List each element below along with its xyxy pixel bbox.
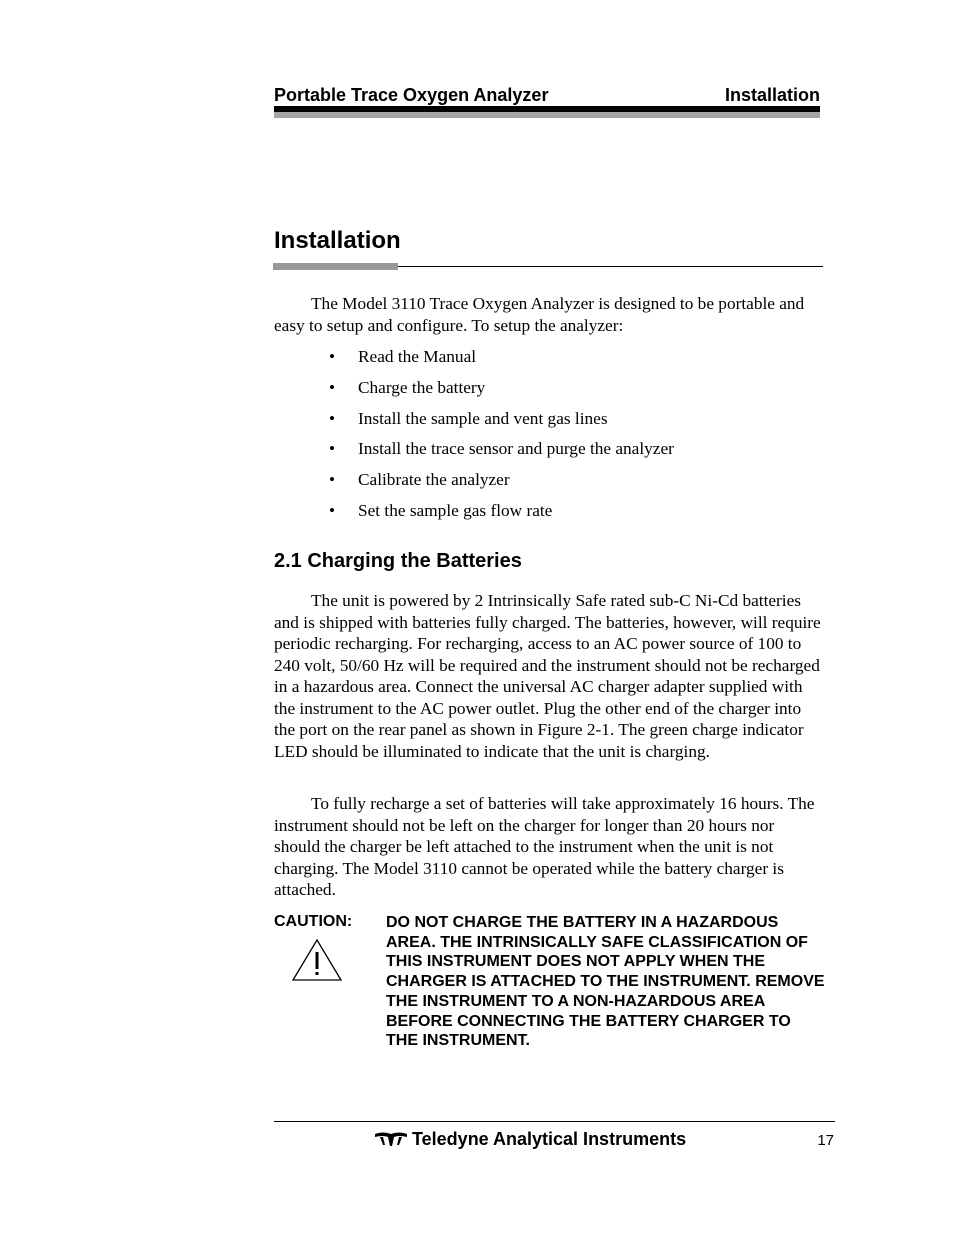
teledyne-logo-icon: [374, 1131, 408, 1147]
footer-rule: [274, 1121, 835, 1122]
intro-paragraph: [274, 293, 822, 336]
charging-paragraph-1: [274, 590, 822, 762]
bullet-icon: •: [329, 470, 336, 490]
list-item: [274, 346, 822, 377]
document-title: Portable Trace Oxygen Analyzer: [274, 85, 549, 105]
bullet-icon: •: [329, 377, 336, 397]
list-item: [274, 500, 822, 531]
setup-steps-list: [274, 346, 822, 531]
list-item: [274, 438, 822, 469]
list-item: [274, 408, 822, 439]
charging-text-2: To fully recharge a set of batteries will take approximately 16 hours. The instrument should not be left on the charger for longer than 20 hours nor should the charger be left attached to the instrument when the unit is not charging. The Model 3110 cannot be operated while the battery charger is attached.: [274, 794, 815, 899]
header-section-name: Installation: [724, 85, 820, 105]
list-item-text: Charge the battery: [358, 377, 486, 397]
footer-company-name: Teledyne Analytical Instruments: [412, 1129, 687, 1149]
intro-text: The Model 3110 Trace Oxygen Analyzer is designed to be portable and easy to setup and configure. To setup the analyzer:: [274, 294, 805, 335]
charging-text-1: The unit is powered by 2 Intrinsically Safe rated sub-C Ni-Cd batteries and is shipped with batteries fully charged. The batteries, however, will require periodic recharging. For recharging, access to an AC power source of 100 to 240 volt, 50/60 Hz will be required and the instrument should not be recharged in a hazardous area. Connect the universal AC charger adapter supplied with the instrument to the AC power outlet. Plug the other end of the charger into the port on the rear panel as shown in Figure 2-1. The green charge indicator LED should be illuminated to indicate that the unit is charging.: [274, 591, 821, 761]
chapter-title: Installation: [274, 227, 401, 254]
page-number: 17: [817, 1132, 834, 1149]
list-item-text: Install the trace sensor and purge the analyzer: [358, 439, 674, 459]
chapter-rule-accent: [273, 263, 398, 270]
bullet-icon: •: [329, 439, 336, 459]
list-item-text: Install the sample and vent gas lines: [358, 408, 608, 428]
section-heading: 2.1 Charging the Batteries: [274, 550, 522, 572]
caution-text: DO NOT CHARGE THE BATTERY IN A HAZARDOUS AREA. THE INTRINSICALLY SAFE CLASSIFICATION OF THIS INSTRUMENT DOES NOT APPLY WHEN THE CHARGER IS ATTACHED TO THE INSTRUMENT. REMOVE THE INSTRUMENT TO A NON-HAZARDOUS AREA BEFORE CONNECTING THE BATTERY CHARGER TO THE INSTRUMENT.: [386, 914, 825, 1050]
list-item: [274, 469, 822, 500]
charging-paragraph-2: [274, 793, 822, 901]
list-item: [274, 377, 822, 408]
bullet-icon: •: [329, 347, 336, 366]
chapter-rule-line: [398, 266, 823, 267]
running-header: [274, 84, 820, 120]
header-rule-gray: [274, 112, 820, 118]
list-item-text: Read the Manual: [358, 347, 477, 366]
list-item-text: Calibrate the analyzer: [358, 470, 510, 490]
warning-triangle-icon: [291, 938, 343, 982]
bullet-icon: •: [329, 408, 336, 428]
caution-label: CAUTION:: [274, 913, 353, 930]
bullet-icon: •: [329, 500, 336, 520]
list-item-text: Set the sample gas flow rate: [358, 500, 553, 520]
